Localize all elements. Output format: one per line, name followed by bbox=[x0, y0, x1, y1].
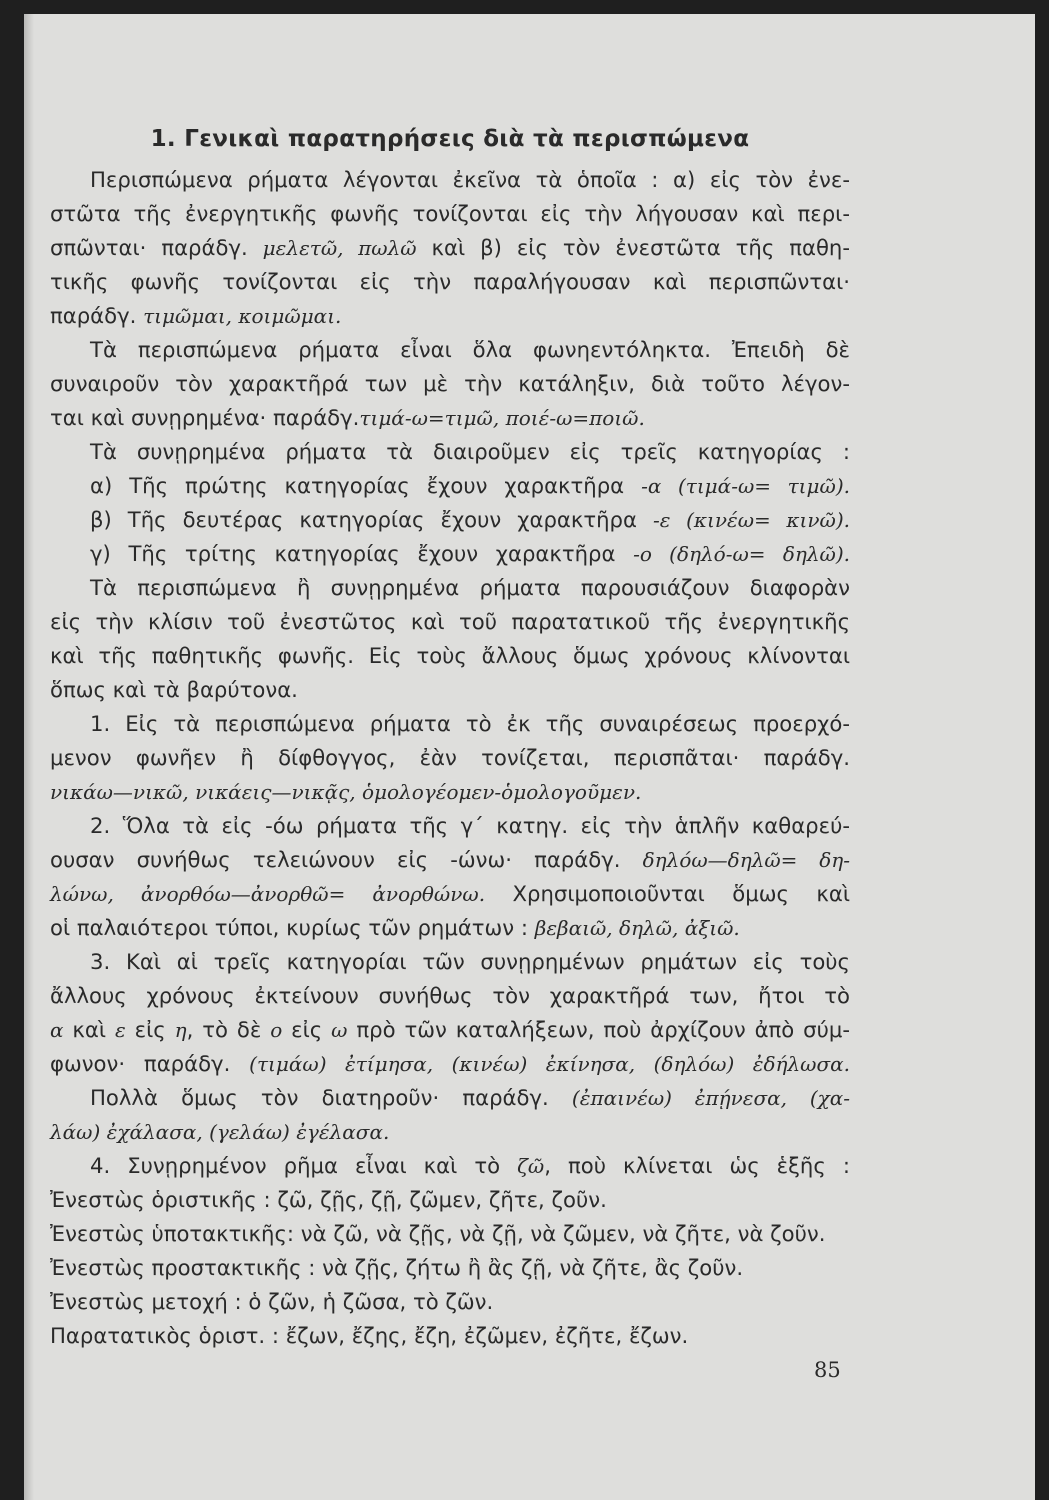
text-line: ὅπως καὶ τὰ βαρύτονα. bbox=[50, 677, 298, 702]
text-line: ται καὶ συνῃρημένα· παράδγ.τιμά-ω=τιμῶ, ποιέ-ω=ποιῶ. bbox=[50, 405, 645, 430]
text-line: Ἐνεστὼς μετοχή : ὁ ζῶν, ἡ ζῶσα, τὸ ζῶν. bbox=[50, 1289, 494, 1314]
text-line: Πολλὰ ὅμως τὸν διατηροῦν· παράδγ. (ἐπαινέω) ἐπῄνεσα, (χα- bbox=[90, 1085, 851, 1110]
text-line: λάω) ἐχάλασα, (γελάω) ἐγέλασα. bbox=[50, 1120, 390, 1144]
text-line: εἰς τὴν κλίσιν τοῦ ἐνεστῶτος καὶ τοῦ παρατατικοῦ τῆς ἐνεργητικῆς bbox=[50, 609, 850, 634]
text-line: καὶ τῆς παθητικῆς φωνῆς. Εἰς τοὺς ἄλλους ὅμως χρόνους κλίνονται bbox=[50, 643, 850, 668]
text-line: Τὰ περισπώμενα ρήματα εἶναι ὅλα φωνηεντόληκτα. Ἐπειδὴ δὲ bbox=[90, 337, 850, 362]
page-number: 85 bbox=[814, 1358, 841, 1382]
text-line: Ἐνεστὼς προστακτικῆς : νὰ ζῇς, ζήτω ἢ ἂς ζῇ, νὰ ζῆτε, ἂς ζοῦν. bbox=[50, 1255, 744, 1280]
text-line: Ἐνεστὼς ὑποτακτικῆς: νὰ ζῶ, νὰ ζῇς, νὰ ζῇ, νὰ ζῶμεν, νὰ ζῆτε, νὰ ζοῦν. bbox=[50, 1221, 826, 1246]
text-line: Τὰ περισπώμενα ἢ συνῃρημένα ρήματα παρουσιάζουν διαφορὰν bbox=[90, 575, 850, 600]
page-text bbox=[50, 122, 850, 1353]
text-line: Περισπώμενα ρήματα λέγονται ἐκεῖνα τὰ ὁποῖα : α) εἰς τὸν ἐνε- bbox=[90, 167, 850, 192]
section-title: 1. Γενικαὶ παρατηρήσεις διὰ τὰ περισπώμενα bbox=[150, 126, 750, 152]
text-line: 1. Εἰς τὰ περισπώμενα ρήματα τὸ ἐκ τῆς συναιρέσεως προερχό- bbox=[90, 711, 850, 736]
text-line: νικάω—νικῶ, νικάεις—νικᾷς, ὁμολογέομεν-ὁμολογοῦμεν. bbox=[50, 780, 642, 804]
text-line: στῶτα τῆς ἐνεργητικῆς φωνῆς τονίζονται εἰς τὴν λήγουσαν καὶ περι- bbox=[50, 201, 850, 226]
text-line: οἱ παλαιότεροι τύποι, κυρίως τῶν ρημάτων : βεβαιῶ, δηλῶ, ἀξιῶ. bbox=[50, 915, 740, 940]
text-line: σπῶνται· παράδγ. μελετῶ, πωλῶ καὶ β) εἰς τὸν ἐνεστῶτα τῆς παθη- bbox=[50, 235, 851, 260]
page-binding-shadow bbox=[24, 14, 34, 1500]
text-line: παράδγ. τιμῶμαι, κοιμῶμαι. bbox=[50, 303, 342, 328]
text-line: γ) Τῆς τρίτης κατηγορίας ἔχουν χαρακτῆρα -ο (δηλό-ω= δηλῶ). bbox=[90, 541, 850, 566]
text-line: μενον φωνῆεν ἢ δίφθογγος, ἐὰν τονίζεται, περισπᾶται· παράδγ. bbox=[50, 745, 850, 770]
text-line: τικῆς φωνῆς τονίζονται εἰς τὴν παραλήγουσαν καὶ περισπῶνται· bbox=[50, 269, 850, 294]
text-line: ἄλλους χρόνους ἐκτείνουν συνήθως τὸν χαρακτῆρά των, ἤτοι τὸ bbox=[50, 983, 850, 1008]
text-line: 2. Ὅλα τὰ εἰς -όω ρήματα τῆς γ΄ κατηγ. εἰς τὴν ἁπλῆν καθαρεύ- bbox=[90, 813, 850, 838]
text-line: β) Τῆς δευτέρας κατηγορίας ἔχουν χαρακτῆρα -ε (κινέω= κινῶ). bbox=[90, 507, 850, 532]
text-line: Τὰ συνῃρημένα ρήματα τὰ διαιροῦμεν εἰς τρεῖς κατηγορίας : bbox=[90, 439, 850, 464]
text-line: 3. Καὶ αἱ τρεῖς κατηγορίαι τῶν συνῃρημένων ρημάτων εἰς τοὺς bbox=[90, 949, 850, 974]
text-line: Ἐνεστὼς ὁριστικῆς : ζῶ, ζῇς, ζῇ, ζῶμεν, ζῆτε, ζοῦν. bbox=[50, 1187, 607, 1212]
text-line: α) Τῆς πρώτης κατηγορίας ἔχουν χαρακτῆρα -α (τιμά-ω= τιμῶ). bbox=[90, 473, 850, 498]
text-line: α καὶ ε εἰς η, τὸ δὲ ο εἰς ω πρὸ τῶν καταλήξεων, ποὺ ἀρχίζουν ἀπὸ σύμ- bbox=[50, 1017, 850, 1042]
book-page bbox=[24, 14, 1035, 1500]
text-line: λώνω, ἀνορθόω—ἀνορθῶ= ἀνορθώνω. Χρησιμοποιοῦνται ὅμως καὶ bbox=[50, 881, 850, 906]
text-line: φωνον· παράδγ. (τιμάω) ἐτίμησα, (κινέω) ἐκίνησα, (δηλόω) ἐδήλωσα. bbox=[50, 1051, 851, 1076]
text-line: ουσαν συνήθως τελειώνουν εἰς -ώνω· παράδγ. δηλόω—δηλῶ= δη- bbox=[50, 847, 850, 872]
text-line: 4. Συνῃρημένον ρῆμα εἶναι καὶ τὸ ζῶ, ποὺ κλίνεται ὡς ἑξῆς : bbox=[90, 1153, 850, 1178]
text-line: συναιροῦν τὸν χαρακτῆρά των μὲ τὴν κατάληξιν, διὰ τοῦτο λέγον- bbox=[50, 371, 850, 396]
text-line: Παρατατικὸς ὁριστ. : ἔζων, ἔζης, ἔζη, ἐζῶμεν, ἐζῆτε, ἔζων. bbox=[50, 1323, 689, 1348]
